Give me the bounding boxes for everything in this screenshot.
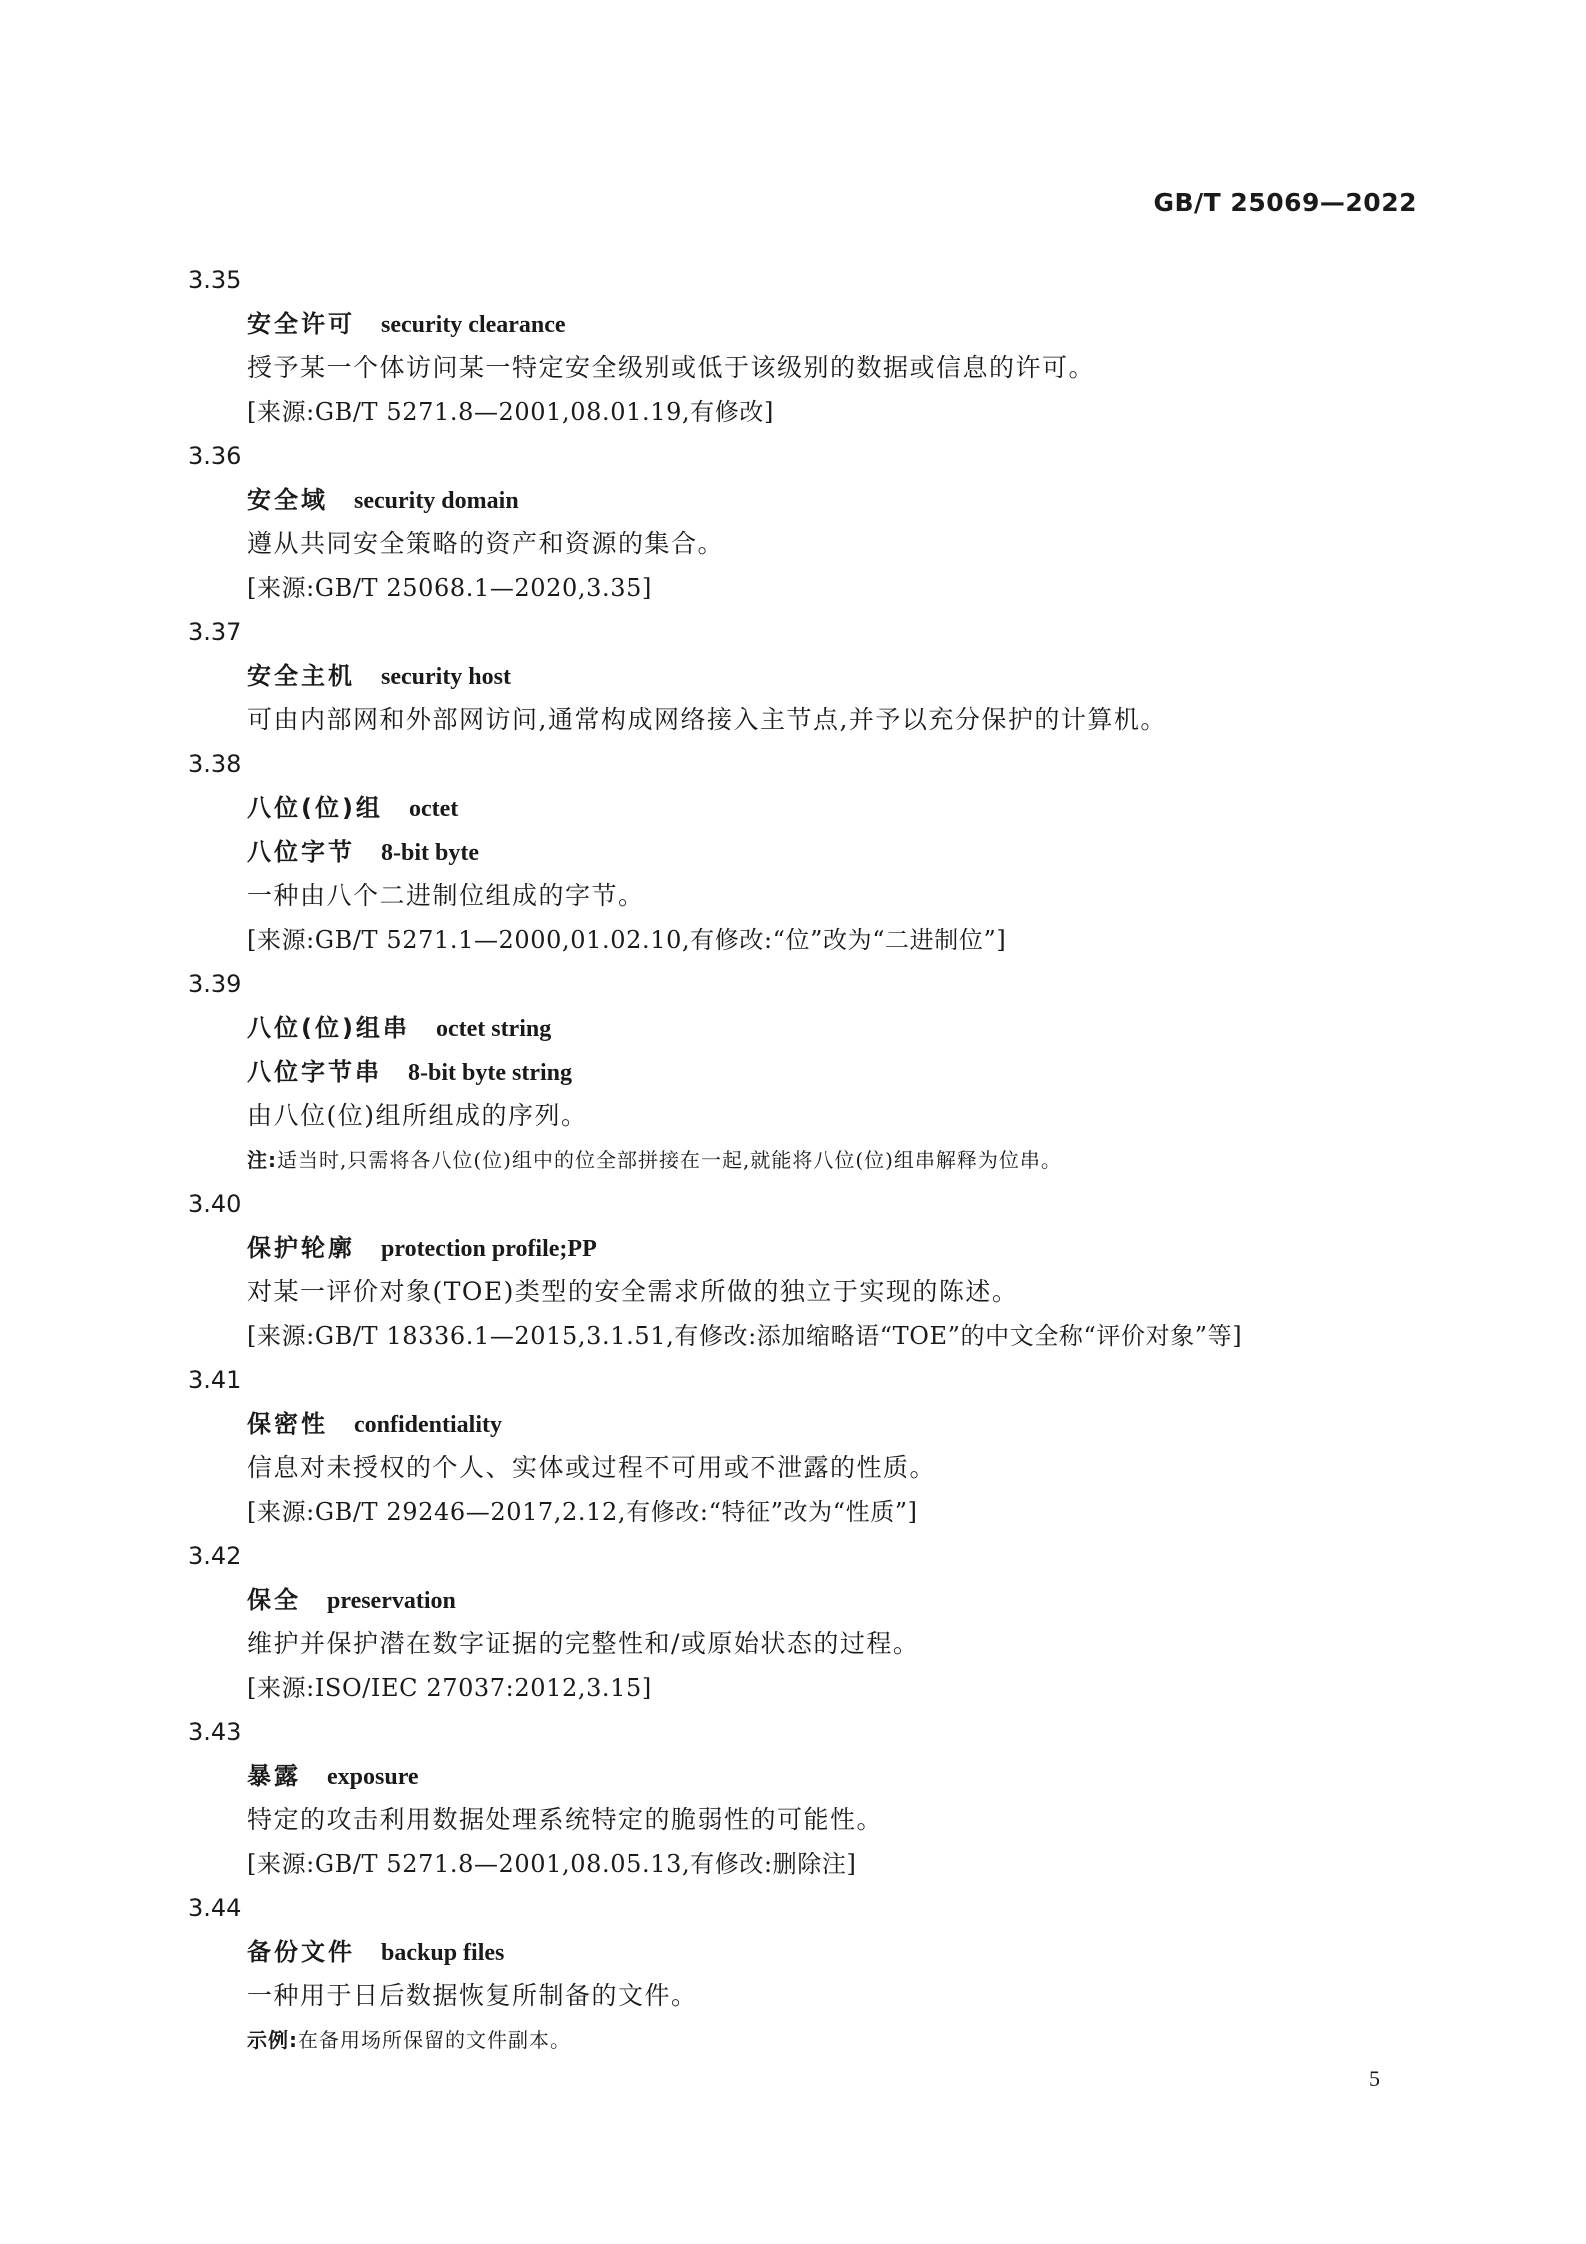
term-entry: [0, 742, 1586, 962]
term-line: [247, 1006, 1586, 1050]
term-definition: 维护并保护潜在数字证据的完整性和/或原始状态的过程。: [247, 1629, 920, 1658]
term-definition: 授予某一个体访问某一特定安全级别或低于该级别的数据或信息的许可。: [247, 353, 1096, 382]
entry-number: 3.38: [188, 750, 242, 778]
entry-number: 3.43: [188, 1718, 242, 1746]
term-en: confidentiality: [354, 1412, 502, 1438]
term-definition: 遵从共同安全策略的资产和资源的集合。: [247, 529, 725, 558]
term-zh: 八位(位)组串: [247, 1014, 410, 1042]
term-en: preservation: [327, 1588, 456, 1614]
term-line-synonym: [247, 1050, 1586, 1094]
term-zh: 保密性: [247, 1410, 328, 1438]
term-entry: [0, 962, 1586, 1182]
term-line: [247, 1226, 1586, 1270]
term-entry: [0, 1182, 1586, 1358]
term-entry: [0, 1358, 1586, 1534]
term-en: security domain: [354, 488, 519, 514]
term-en: 8-bit byte: [381, 840, 479, 866]
term-source: [来源:GB/T 18336.1—2015,3.1.51,有修改:添加缩略语“TOE”的中文全称“评价对象”等]: [247, 1322, 1243, 1350]
term-line: [247, 654, 1586, 698]
term-zh: 安全许可: [247, 310, 355, 338]
term-list: [0, 258, 1586, 2062]
term-line: [247, 1930, 1586, 1974]
term-entry: [0, 434, 1586, 610]
example-label: 示例:: [247, 2028, 298, 2052]
term-zh: 暴露: [247, 1762, 301, 1790]
note-label: 注:: [247, 1148, 277, 1172]
term-line: [247, 478, 1586, 522]
term-entry: [0, 610, 1586, 742]
term-zh: 保护轮廓: [247, 1234, 355, 1262]
page-number: 5: [1369, 2066, 1380, 2091]
term-definition: 特定的攻击利用数据处理系统特定的脆弱性的可能性。: [247, 1805, 884, 1834]
term-entry: [0, 1886, 1586, 2062]
entry-number: 3.41: [188, 1366, 242, 1394]
term-line: [247, 1754, 1586, 1798]
term-en: security clearance: [381, 312, 566, 338]
term-definition: 由八位(位)组所组成的序列。: [247, 1101, 588, 1130]
term-example: [247, 2018, 1586, 2062]
term-source: [来源:GB/T 5271.1—2000,01.02.10,有修改:“位”改为“二进制位”]: [247, 926, 1007, 954]
term-en: backup files: [381, 1940, 505, 1966]
entry-number: 3.44: [188, 1894, 242, 1922]
term-definition: 一种由八个二进制位组成的字节。: [247, 881, 645, 910]
term-line-synonym: [247, 830, 1586, 874]
term-source: [来源:ISO/IEC 27037:2012,3.15]: [247, 1674, 652, 1702]
term-note: [247, 1138, 1586, 1182]
document-code: GB/T 25069—2022: [1153, 188, 1417, 217]
term-en: 8-bit byte string: [408, 1060, 572, 1086]
entry-number: 3.42: [188, 1542, 242, 1570]
term-line: [247, 1578, 1586, 1622]
term-en: octet string: [435, 1016, 552, 1042]
term-en: security host: [381, 664, 511, 690]
term-zh: 备份文件: [247, 1938, 355, 1966]
term-line: [247, 786, 1586, 830]
term-zh: 安全域: [247, 486, 328, 514]
term-zh: 八位字节串: [247, 1058, 382, 1086]
term-definition: 对某一评价对象(TOE)类型的安全需求所做的独立于实现的陈述。: [247, 1277, 1019, 1306]
term-source: [来源:GB/T 29246—2017,2.12,有修改:“特征”改为“性质”]: [247, 1498, 918, 1526]
term-source: [来源:GB/T 5271.8—2001,08.01.19,有修改]: [247, 398, 774, 426]
term-en: protection profile;PP: [381, 1236, 597, 1262]
entry-number: 3.37: [188, 618, 242, 646]
entry-number: 3.35: [188, 266, 242, 294]
term-zh: 安全主机: [247, 662, 355, 690]
term-line: [247, 302, 1586, 346]
term-zh: 保全: [247, 1586, 301, 1614]
entry-number: 3.36: [188, 442, 242, 470]
term-en: octet: [408, 796, 459, 822]
term-definition: 一种用于日后数据恢复所制备的文件。: [247, 1981, 698, 2010]
term-line: [247, 1402, 1586, 1446]
term-definition: 可由内部网和外部网访问,通常构成网络接入主节点,并予以充分保护的计算机。: [247, 705, 1167, 734]
term-en: exposure: [327, 1764, 419, 1790]
term-zh: 八位(位)组: [247, 794, 383, 822]
term-source: [来源:GB/T 25068.1—2020,3.35]: [247, 574, 652, 602]
entry-number: 3.40: [188, 1190, 242, 1218]
term-source: [来源:GB/T 5271.8—2001,08.05.13,有修改:删除注]: [247, 1850, 857, 1878]
note-text: 适当时,只需将各八位(位)组中的位全部拼接在一起,就能将八位(位)组串解释为位串。: [277, 1148, 1062, 1172]
term-zh: 八位字节: [247, 838, 355, 866]
term-definition: 信息对未授权的个人、实体或过程不可用或不泄露的性质。: [247, 1453, 937, 1482]
term-entry: [0, 1710, 1586, 1886]
term-entry: [0, 258, 1586, 434]
example-text: 在备用场所保留的文件副本。: [298, 2028, 571, 2052]
entry-number: 3.39: [188, 970, 242, 998]
term-entry: [0, 1534, 1586, 1710]
